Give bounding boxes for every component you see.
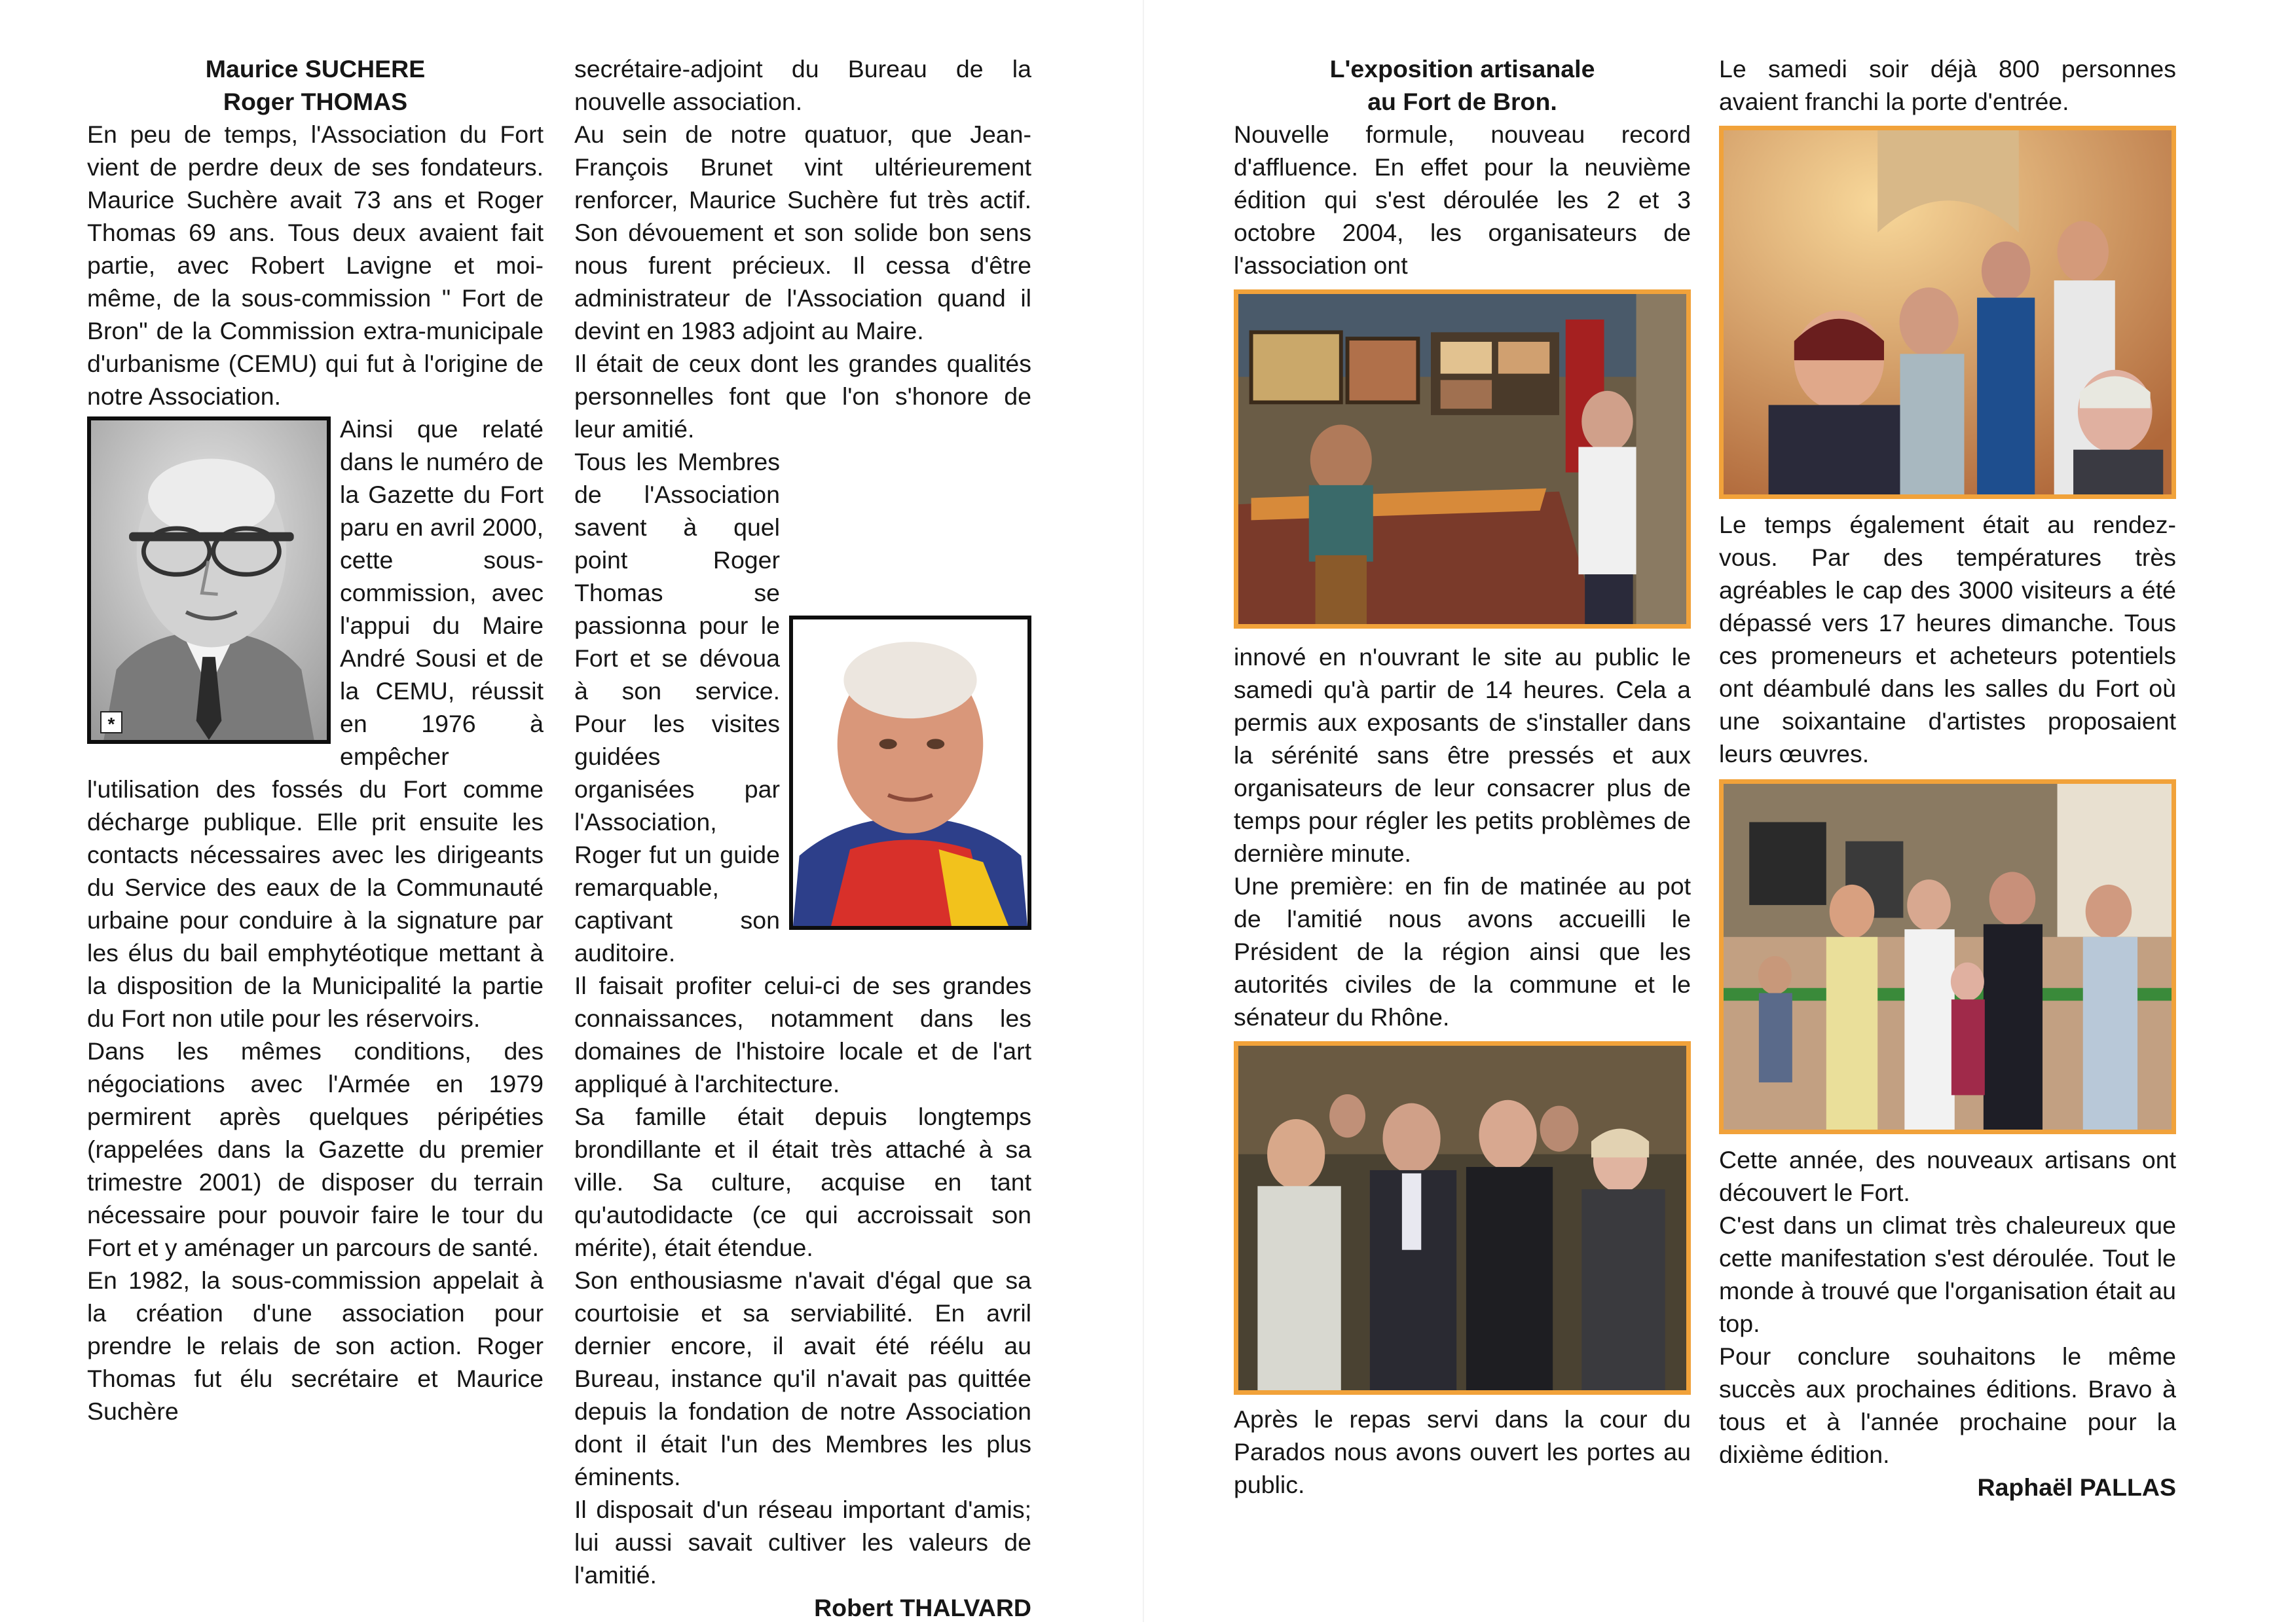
visitors-courtyard-illustration <box>1724 784 2172 1130</box>
paragraph: Dans les mêmes conditions, des négociations avec l'Armée en 1979 permirent après quelques péripéties (rappelées dans la Gazette du premier trimestre 2001) de disposer du terrain nécessaire pour pouvoir faire le tour du Fort et y aménager un parcours de santé. <box>87 1037 544 1261</box>
photo-exhibition-stand <box>1234 289 1691 629</box>
column-2 <box>574 52 1031 1624</box>
paragraph: Sa famille était depuis longtemps brondillante et il était très attaché à sa ville. Sa culture, acquise en tant qu'autodidacte (ce qui accroissait son mérite), était étendue. <box>574 1103 1031 1261</box>
exhibition-stand-illustration <box>1238 294 1686 624</box>
paragraph: Nouvelle formule, nouveau record d'affluence. En effet pour la neuvième édition qui s'est déroulée les 2 et 3 octobre 2004, les organisateurs de l'association ont <box>1234 120 1691 279</box>
paragraph: Tous les Membres de l'Association savent à quel point Roger Thomas se passionna pour le Fort et se dévoua à son service. Pour les visites guidées organisées par l'Association, Roger fut un guide remarquable, captivant son auditoire. <box>574 448 780 967</box>
paragraph: Le temps également était au rendez-vous. Par des températures très agréables le cap des 3000 visiteurs a été dépassé vers 17 heures dimanche. Tous ces promeneurs et acheteurs potentiels ont déambulé dans les salles du Fort où une soixantaine d'artistes proposaient leurs œuvres. <box>1719 511 2176 767</box>
page-fold <box>1143 0 1144 1622</box>
portrait-illustration <box>91 420 327 740</box>
paragraph: Pour conclure souhaitons le même succès aux prochaines éditions. Bravo à tous et à l'année prochaine pour la dixième édition. <box>1719 1342 2176 1468</box>
article-title-line-2: au Fort de Bron. <box>1367 88 1557 115</box>
photo-crowd-visitors <box>1719 126 2176 499</box>
article-title-line-2: Roger THOMAS <box>223 88 408 115</box>
paragraph: C'est dans un climat très chaleureux que cette manifestation s'est déroulée. Tout le monde à trouvé que l'organisation était au top. <box>1719 1211 2176 1337</box>
crowd-visitors-illustration <box>1724 130 2172 494</box>
paragraph: Il faisait profiter celui-ci de ses grandes connaissances, notamment dans les domaines de l'histoire locale et de l'art appliqué à l'architecture. <box>574 972 1031 1098</box>
photo-officials-reception <box>1234 1041 1691 1395</box>
paragraph: secrétaire-adjoint du Bureau de la nouvelle association. <box>574 55 1031 115</box>
paragraph: Ainsi que relaté dans le numéro de la Gazette du Fort paru en avril 2000, cette sous-commission, avec l'appui du Maire André Sousi et de la CEMU, réussit en 1976 à empêcher l'utilisation des fossés du Fort comme décharge publique. Elle prit ensuite les contacts nécessaires avec les dirigeants du Service des eaux de la Communauté urbaine pour conduire à la signature par les élus du bail emphytéotique mettant à la disposition de la Municipalité la partie du Fort non utile pour les réservoirs. <box>87 415 544 1032</box>
photo-visitors-courtyard <box>1719 779 2176 1134</box>
paragraph: En 1982, la sous-commission appelait à la création d'une association pour prendre le relais de son action. Roger Thomas fut élu secrétaire et Maurice Suchère <box>87 1266 544 1425</box>
signature: Robert THALVARD <box>814 1594 1031 1621</box>
column-3 <box>1234 52 1691 1501</box>
paragraph: innové en n'ouvrant le site au public le samedi qu'à partir de 14 heures. Cela a permis aux exposants de s'installer dans la sérénité sans être pressés et aux organisateurs de leur consacrer plus de temps pour régler les petits problèmes de dernière minute. <box>1234 643 1691 867</box>
paragraph: Après le repas servi dans la cour du Parados nous avons ouvert les portes au public. <box>1234 1405 1691 1498</box>
portrait-maurice-suchere <box>87 416 331 744</box>
photo-mark: * <box>100 711 122 733</box>
column-1 <box>87 52 544 1428</box>
paragraph: En peu de temps, l'Association du Fort vient de perdre deux de ses fondateurs. Maurice Suchère avait 73 ans et Roger Thomas 69 ans. Tous deux avaient fait partie, avec Robert Lavigne et moi-même, de la sous-commission " Fort de Bron" de la Commission extra-municipale d'urbanisme (CEMU) qui fut à l'origine de notre Association. <box>87 120 544 410</box>
signature: Raphaël PALLAS <box>1977 1473 2176 1501</box>
officials-reception-illustration <box>1238 1046 1686 1390</box>
paragraph: Il disposait d'un réseau important d'amis; lui aussi savait cultiver les valeurs de l'amitié. <box>574 1496 1031 1589</box>
column-4 <box>1719 52 2176 1504</box>
paragraph: Une première: en fin de matinée au pot de l'amitié nous avons accueilli le Président de la région ainsi que les autorités civiles de la commune et le sénateur du Rhône. <box>1234 872 1691 1031</box>
paragraph: Son enthousiasme n'avait d'égal que sa courtoisie et sa serviabilité. En avril dernier encore, il avait été réélu au Bureau, instance qu'il n'avait pas quittée depuis la fondation de notre Association dont il était l'un des Membres les plus éminents. <box>574 1266 1031 1490</box>
paragraph: Au sein de notre quatuor, que Jean-François Brunet vint ultérieurement renforcer, Maurice Suchère fut très actif. Son dévouement et son solide bon sens nous furent précieux. Il cessa d'être administrateur de l'Association quand il devint en 1983 adjoint au Maire. <box>574 120 1031 344</box>
paragraph: Il était de ceux dont les grandes qualités personnelles font que l'on s'honore de leur amitié. <box>574 350 1031 443</box>
portrait-illustration <box>793 619 1027 926</box>
portrait-roger-thomas <box>789 616 1031 930</box>
article-title-line-1: Maurice SUCHERE <box>205 55 426 83</box>
paragraph: Le samedi soir déjà 800 personnes avaient franchi la porte d'entrée. <box>1719 55 2176 115</box>
article-title-line-1: L'exposition artisanale <box>1329 55 1595 83</box>
paragraph: Cette année, des nouveaux artisans ont découvert le Fort. <box>1719 1146 2176 1206</box>
